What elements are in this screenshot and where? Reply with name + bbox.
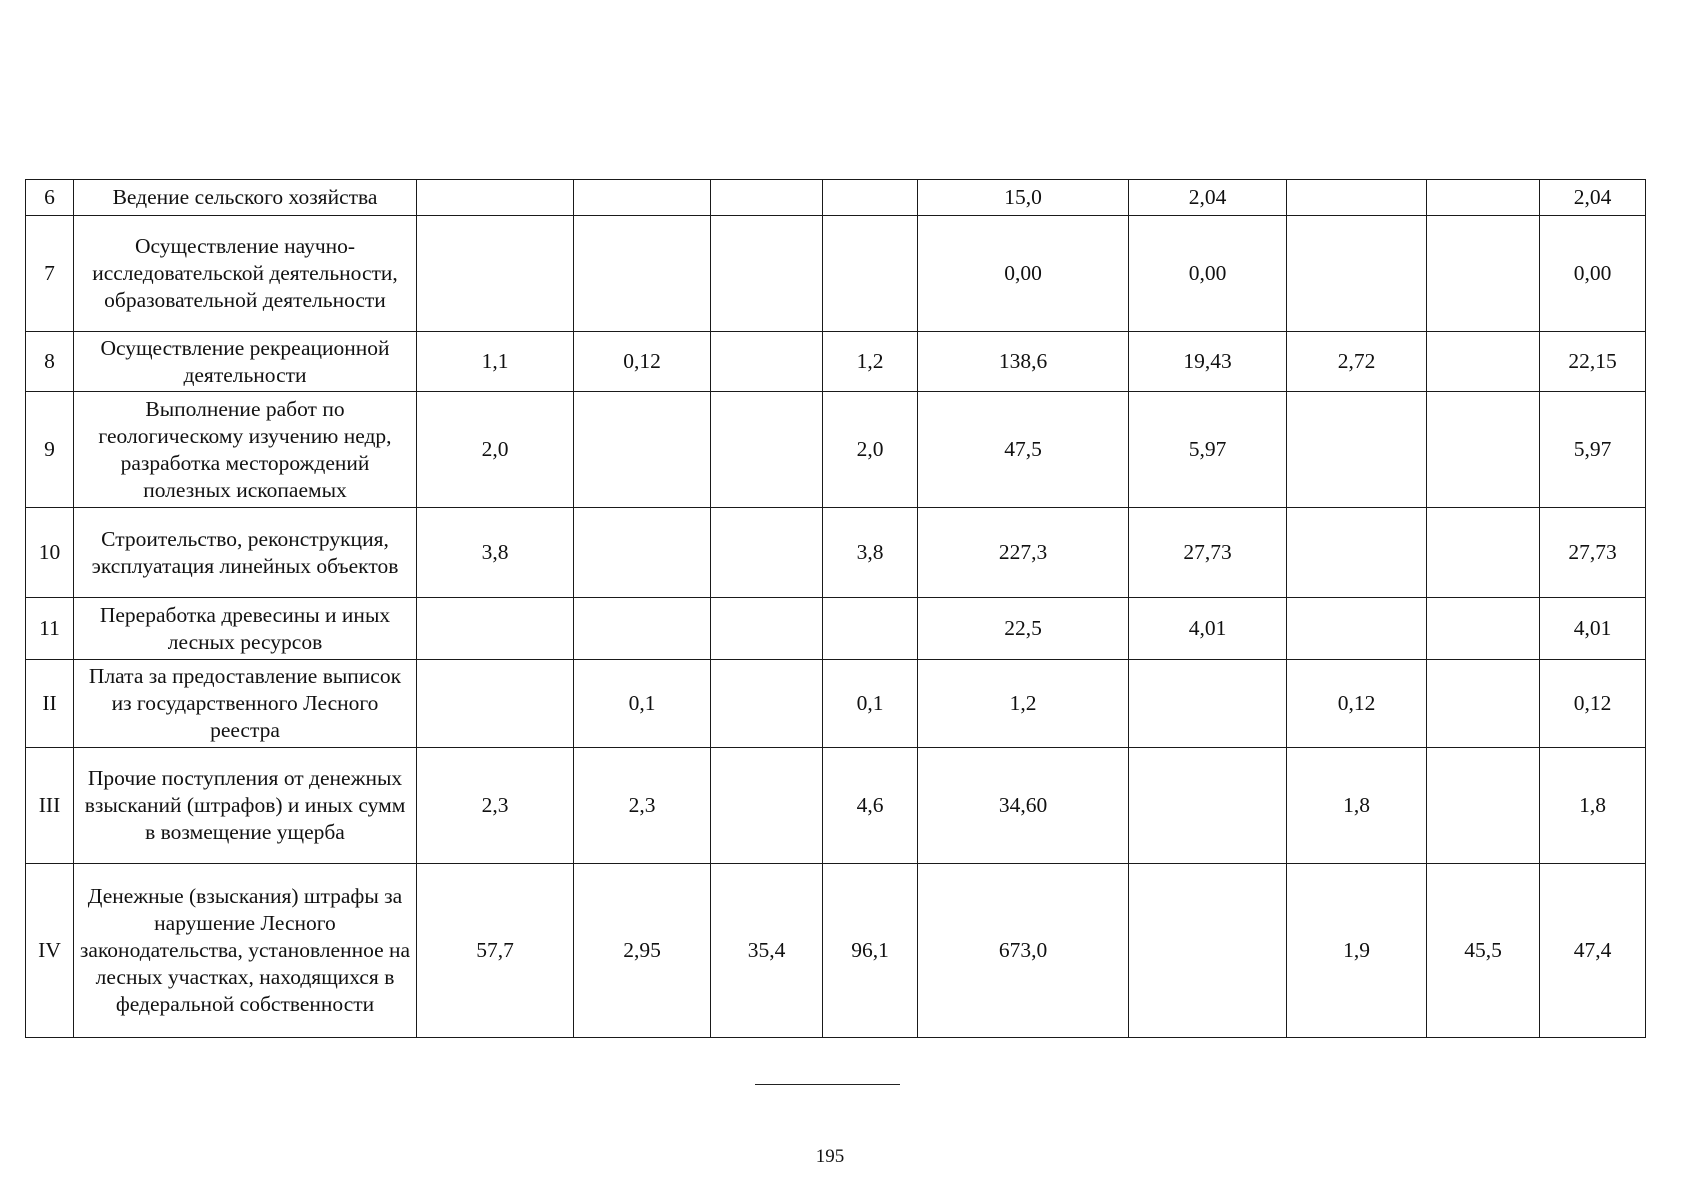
value-cell-c8	[1427, 748, 1540, 864]
value-cell-c2	[574, 216, 711, 332]
value-cell-c8	[1427, 598, 1540, 660]
row-number-cell: 6	[26, 180, 74, 216]
value-cell-c9: 2,04	[1540, 180, 1646, 216]
value-cell-c1: 2,0	[417, 392, 574, 508]
row-number-cell: 11	[26, 598, 74, 660]
row-number-cell: IV	[26, 864, 74, 1038]
table-row	[26, 332, 1646, 392]
table-row	[26, 660, 1646, 748]
table-body	[26, 180, 1646, 1038]
value-cell-c6: 19,43	[1129, 332, 1287, 392]
value-cell-c9: 27,73	[1540, 508, 1646, 598]
value-cell-c3: 35,4	[711, 864, 823, 1038]
value-cell-c8	[1427, 508, 1540, 598]
table-row	[26, 392, 1646, 508]
value-cell-c2	[574, 392, 711, 508]
row-number-cell: II	[26, 660, 74, 748]
row-number-cell: III	[26, 748, 74, 864]
value-cell-c5: 227,3	[918, 508, 1129, 598]
value-cell-c1	[417, 598, 574, 660]
row-number-cell: 10	[26, 508, 74, 598]
value-cell-c6	[1129, 748, 1287, 864]
row-name-cell: Прочие поступления от денежных взысканий (штрафов) и иных сумм в возмещение ущерба	[74, 748, 417, 864]
table-row	[26, 748, 1646, 864]
value-cell-c4: 3,8	[823, 508, 918, 598]
value-cell-c9: 1,8	[1540, 748, 1646, 864]
value-cell-c7	[1287, 216, 1427, 332]
value-cell-c9: 5,97	[1540, 392, 1646, 508]
value-cell-c9: 0,00	[1540, 216, 1646, 332]
value-cell-c5: 673,0	[918, 864, 1129, 1038]
value-cell-c3	[711, 508, 823, 598]
value-cell-c9: 22,15	[1540, 332, 1646, 392]
value-cell-c6: 4,01	[1129, 598, 1287, 660]
value-cell-c2: 2,95	[574, 864, 711, 1038]
value-cell-c1: 1,1	[417, 332, 574, 392]
value-cell-c8	[1427, 392, 1540, 508]
row-number-cell: 7	[26, 216, 74, 332]
row-name-cell: Денежные (взыскания) штрафы за нарушение Лесного законодательства, установленное на лесных участках, находящихся в федеральной собственности	[74, 864, 417, 1038]
value-cell-c7	[1287, 598, 1427, 660]
value-cell-c9: 4,01	[1540, 598, 1646, 660]
value-cell-c1: 57,7	[417, 864, 574, 1038]
value-cell-c9: 0,12	[1540, 660, 1646, 748]
value-cell-c5: 47,5	[918, 392, 1129, 508]
value-cell-c5: 15,0	[918, 180, 1129, 216]
footer-divider	[755, 1084, 900, 1085]
value-cell-c6: 0,00	[1129, 216, 1287, 332]
row-name-cell: Выполнение работ по геологическому изучению недр, разработка месторождений полезных ископаемых	[74, 392, 417, 508]
value-cell-c3	[711, 180, 823, 216]
value-cell-c2: 2,3	[574, 748, 711, 864]
value-cell-c4: 1,2	[823, 332, 918, 392]
value-cell-c3	[711, 748, 823, 864]
value-cell-c8	[1427, 332, 1540, 392]
value-cell-c2	[574, 598, 711, 660]
value-cell-c6: 5,97	[1129, 392, 1287, 508]
value-cell-c6: 2,04	[1129, 180, 1287, 216]
row-name-cell: Осуществление научно-исследовательской деятельности, образовательной деятельности	[74, 216, 417, 332]
value-cell-c1	[417, 216, 574, 332]
value-cell-c5: 34,60	[918, 748, 1129, 864]
value-cell-c2: 0,12	[574, 332, 711, 392]
value-cell-c8	[1427, 180, 1540, 216]
value-cell-c3	[711, 332, 823, 392]
value-cell-c8	[1427, 216, 1540, 332]
value-cell-c5: 1,2	[918, 660, 1129, 748]
value-cell-c2	[574, 180, 711, 216]
value-cell-c7	[1287, 180, 1427, 216]
value-cell-c3	[711, 598, 823, 660]
table-row	[26, 216, 1646, 332]
table-row	[26, 598, 1646, 660]
value-cell-c6	[1129, 660, 1287, 748]
value-cell-c7: 1,9	[1287, 864, 1427, 1038]
value-cell-c7: 0,12	[1287, 660, 1427, 748]
value-cell-c3	[711, 392, 823, 508]
value-cell-c7: 1,8	[1287, 748, 1427, 864]
value-cell-c4	[823, 216, 918, 332]
value-cell-c4	[823, 180, 918, 216]
value-cell-c5: 138,6	[918, 332, 1129, 392]
value-cell-c4: 2,0	[823, 392, 918, 508]
value-cell-c2	[574, 508, 711, 598]
value-cell-c1	[417, 660, 574, 748]
value-cell-c2: 0,1	[574, 660, 711, 748]
value-cell-c4	[823, 598, 918, 660]
value-cell-c7	[1287, 508, 1427, 598]
row-name-cell: Ведение сельского хозяйства	[74, 180, 417, 216]
value-cell-c4: 4,6	[823, 748, 918, 864]
value-cell-c5: 22,5	[918, 598, 1129, 660]
value-cell-c3	[711, 216, 823, 332]
row-name-cell: Плата за предоставление выписок из государственного Лесного реестра	[74, 660, 417, 748]
forestry-revenue-table	[25, 179, 1646, 1038]
value-cell-c1: 2,3	[417, 748, 574, 864]
table-row	[26, 864, 1646, 1038]
row-number-cell: 8	[26, 332, 74, 392]
row-name-cell: Переработка древесины и иных лесных ресурсов	[74, 598, 417, 660]
table-row	[26, 180, 1646, 216]
value-cell-c4: 96,1	[823, 864, 918, 1038]
row-number-cell: 9	[26, 392, 74, 508]
row-name-cell: Строительство, реконструкция, эксплуатация линейных объектов	[74, 508, 417, 598]
value-cell-c7: 2,72	[1287, 332, 1427, 392]
value-cell-c8: 45,5	[1427, 864, 1540, 1038]
value-cell-c3	[711, 660, 823, 748]
value-cell-c9: 47,4	[1540, 864, 1646, 1038]
row-name-cell: Осуществление рекреационной деятельности	[74, 332, 417, 392]
value-cell-c1: 3,8	[417, 508, 574, 598]
value-cell-c6	[1129, 864, 1287, 1038]
value-cell-c7	[1287, 392, 1427, 508]
page-number: 195	[815, 1146, 845, 1167]
value-cell-c1	[417, 180, 574, 216]
value-cell-c8	[1427, 660, 1540, 748]
value-cell-c5: 0,00	[918, 216, 1129, 332]
value-cell-c4: 0,1	[823, 660, 918, 748]
value-cell-c6: 27,73	[1129, 508, 1287, 598]
table-row	[26, 508, 1646, 598]
